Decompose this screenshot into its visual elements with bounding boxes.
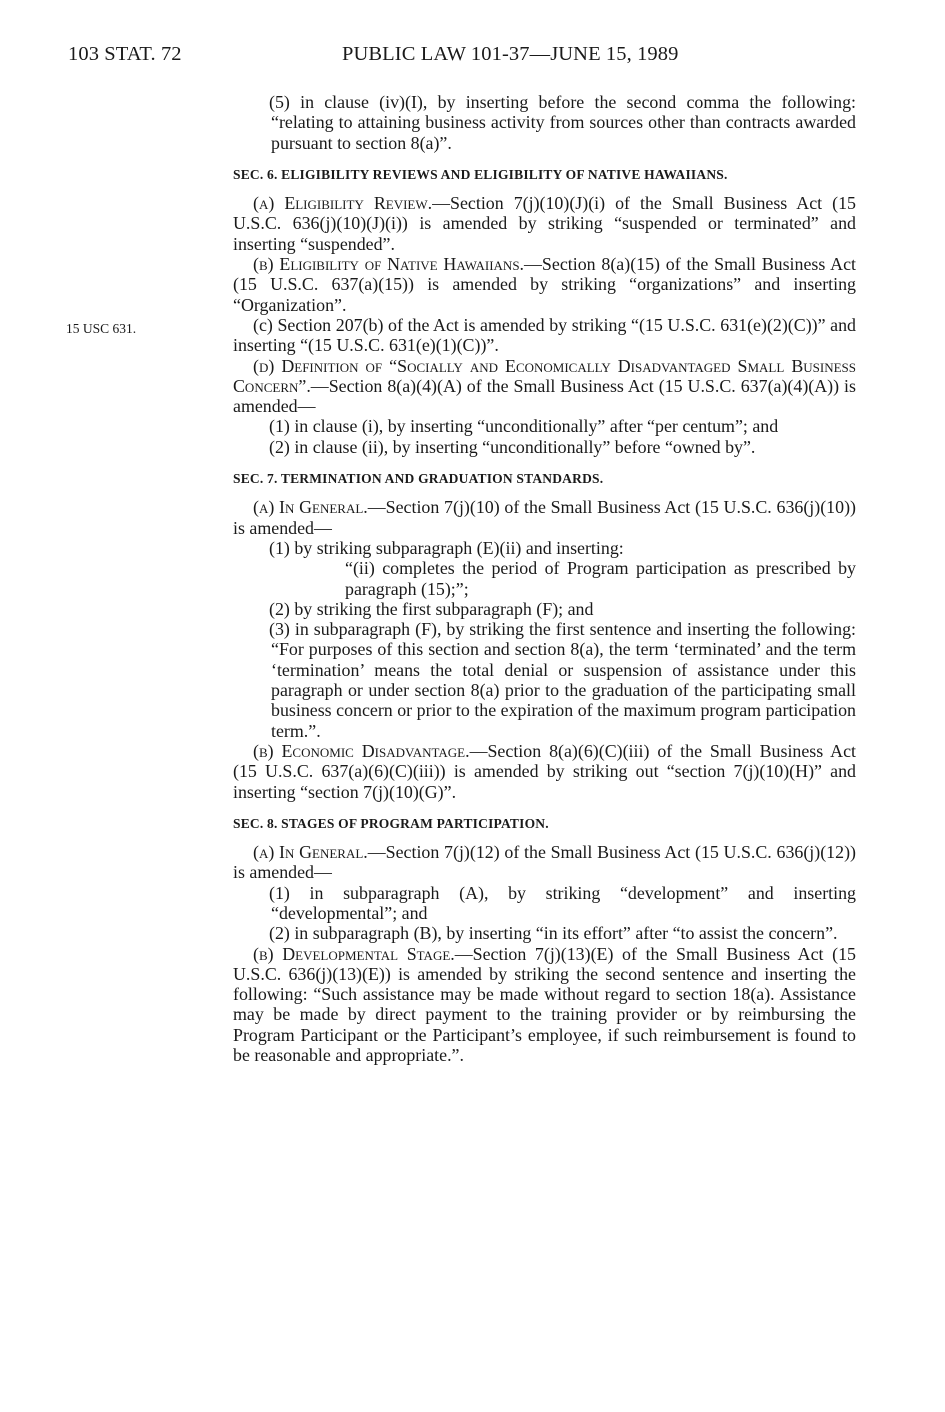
subsection-heading: (a) In General. xyxy=(253,842,368,863)
section-7-a-3: (3) in subparagraph (F), by striking the first sentence and inserting the following: “For purposes of this section and section 8(a), the term ‘terminated’ and the term ‘termination’ means the total denial or suspension of assistance under this paragraph or under section 8(a) prior to the graduation of the participating small business concern or prior to the expiration of the maximum program participation term.”. xyxy=(269,619,856,741)
subsection-heading: (d) Definition of “Socially and Economically Disadvantaged Small Business Concern”. xyxy=(233,355,856,396)
subsection-heading: (a) In General. xyxy=(253,497,368,518)
section-7-a-1-quote: “(ii) completes the period of Program participation as prescribed by paragraph (15);”; xyxy=(345,558,856,599)
subsection-heading: (b) Economic Disadvantage. xyxy=(253,740,470,761)
subsection-text: —Section 8(a)(6)(C)(iii) of the Small Business Act (15 U.S.C. 637(a)(6)(C)(iii)) is amended by striking out “section 7(j)(10)(H)” and inserting “section 7(j)(10)(G)”. xyxy=(233,740,856,802)
subsection-heading: (b) Eligibility of Native Hawaiians. xyxy=(253,254,525,275)
subsection-heading: (b) Developmental Stage. xyxy=(253,943,455,964)
section-6-b xyxy=(233,254,856,315)
section-7-a xyxy=(233,497,856,538)
section-6-d-1: (1) in clause (i), by inserting “unconditionally” after “per centum”; and xyxy=(269,416,779,437)
section-7-a-1: (1) by striking subparagraph (E)(ii) and inserting: xyxy=(269,537,624,558)
section-7-heading: SEC. 7. TERMINATION AND GRADUATION STANDARDS. xyxy=(233,471,604,487)
public-law-title: PUBLIC LAW 101-37—JUNE 15, 1989 xyxy=(342,43,679,65)
subsection-text: —Section 8(a)(4)(A) of the Small Business Act (15 U.S.C. 637(a)(4)(A)) is amended— xyxy=(233,375,856,417)
subsection-heading: (a) Eligibility Review. xyxy=(253,193,433,214)
section-8-heading: SEC. 8. STAGES OF PROGRAM PARTICIPATION. xyxy=(233,815,549,831)
section-6-heading: SEC. 6. ELIGIBILITY REVIEWS AND ELIGIBILITY OF NATIVE HAWAIIANS. xyxy=(233,166,728,182)
subsection-text: —Section 7(j)(12) of the Small Business Act (15 U.S.C. 636(j)(12)) is amended— xyxy=(233,842,856,883)
subsection-text: —Section 7(j)(10)(J)(i) of the Small Business Act (15 U.S.C. 636(j)(10)(J)(i)) is amended by striking “suspended or terminated” and inserting “suspended”. xyxy=(233,193,856,254)
section-6-d-2: (2) in clause (ii), by inserting “unconditionally” before “owned by”. xyxy=(269,436,756,457)
clause-5: (5) in clause (iv)(I), by inserting before the second comma the following: “relating to attaining business activity from sources other than contracts awarded pursuant to section 8(a)”. xyxy=(269,92,856,153)
section-6-a xyxy=(233,193,856,254)
law-body xyxy=(233,92,856,1065)
section-8-a-1: (1) in subparagraph (A), by striking “development” and inserting “developmental”; and xyxy=(269,882,856,923)
subsection-text: —Section 7(j)(10) of the Small Business Act (15 U.S.C. 636(j)(10)) is amended— xyxy=(233,497,856,538)
section-6-c: (c) Section 207(b) of the Act is amended by striking “(15 U.S.C. 631(e)(2)(C))” and inserting “(15 U.S.C. 631(e)(1)(C))”. xyxy=(233,314,856,356)
section-7-a-2: (2) by striking the first subparagraph (F); and xyxy=(269,598,594,619)
section-8-a-2: (2) in subparagraph (B), by inserting “in its effort” after “to assist the concern”. xyxy=(269,923,838,944)
subsection-text: —Section 7(j)(13)(E) of the Small Business Act (15 U.S.C. 636(j)(13)(E)) is amended by striking the second sentence and inserting the following: “Such assistance may be made without regard to section 18(a). Assistance may be made by direct payment to the training provider or by reimbursing the Program Participant or the Participant’s employee, if such reimbursement is found to be reasonable and appropriate.”. xyxy=(233,943,856,1066)
section-7-b xyxy=(233,741,856,802)
section-8-a xyxy=(233,842,856,883)
margin-citation: 15 USC 631. xyxy=(66,321,137,336)
subsection-text: —Section 8(a)(15) of the Small Business Act (15 U.S.C. 637(a)(15)) is amended by striking “organizations” and inserting “Organization”. xyxy=(233,254,856,315)
section-8-b xyxy=(233,944,856,1066)
section-6-d xyxy=(233,356,856,417)
stat-page-number: 103 STAT. 72 xyxy=(68,43,182,65)
